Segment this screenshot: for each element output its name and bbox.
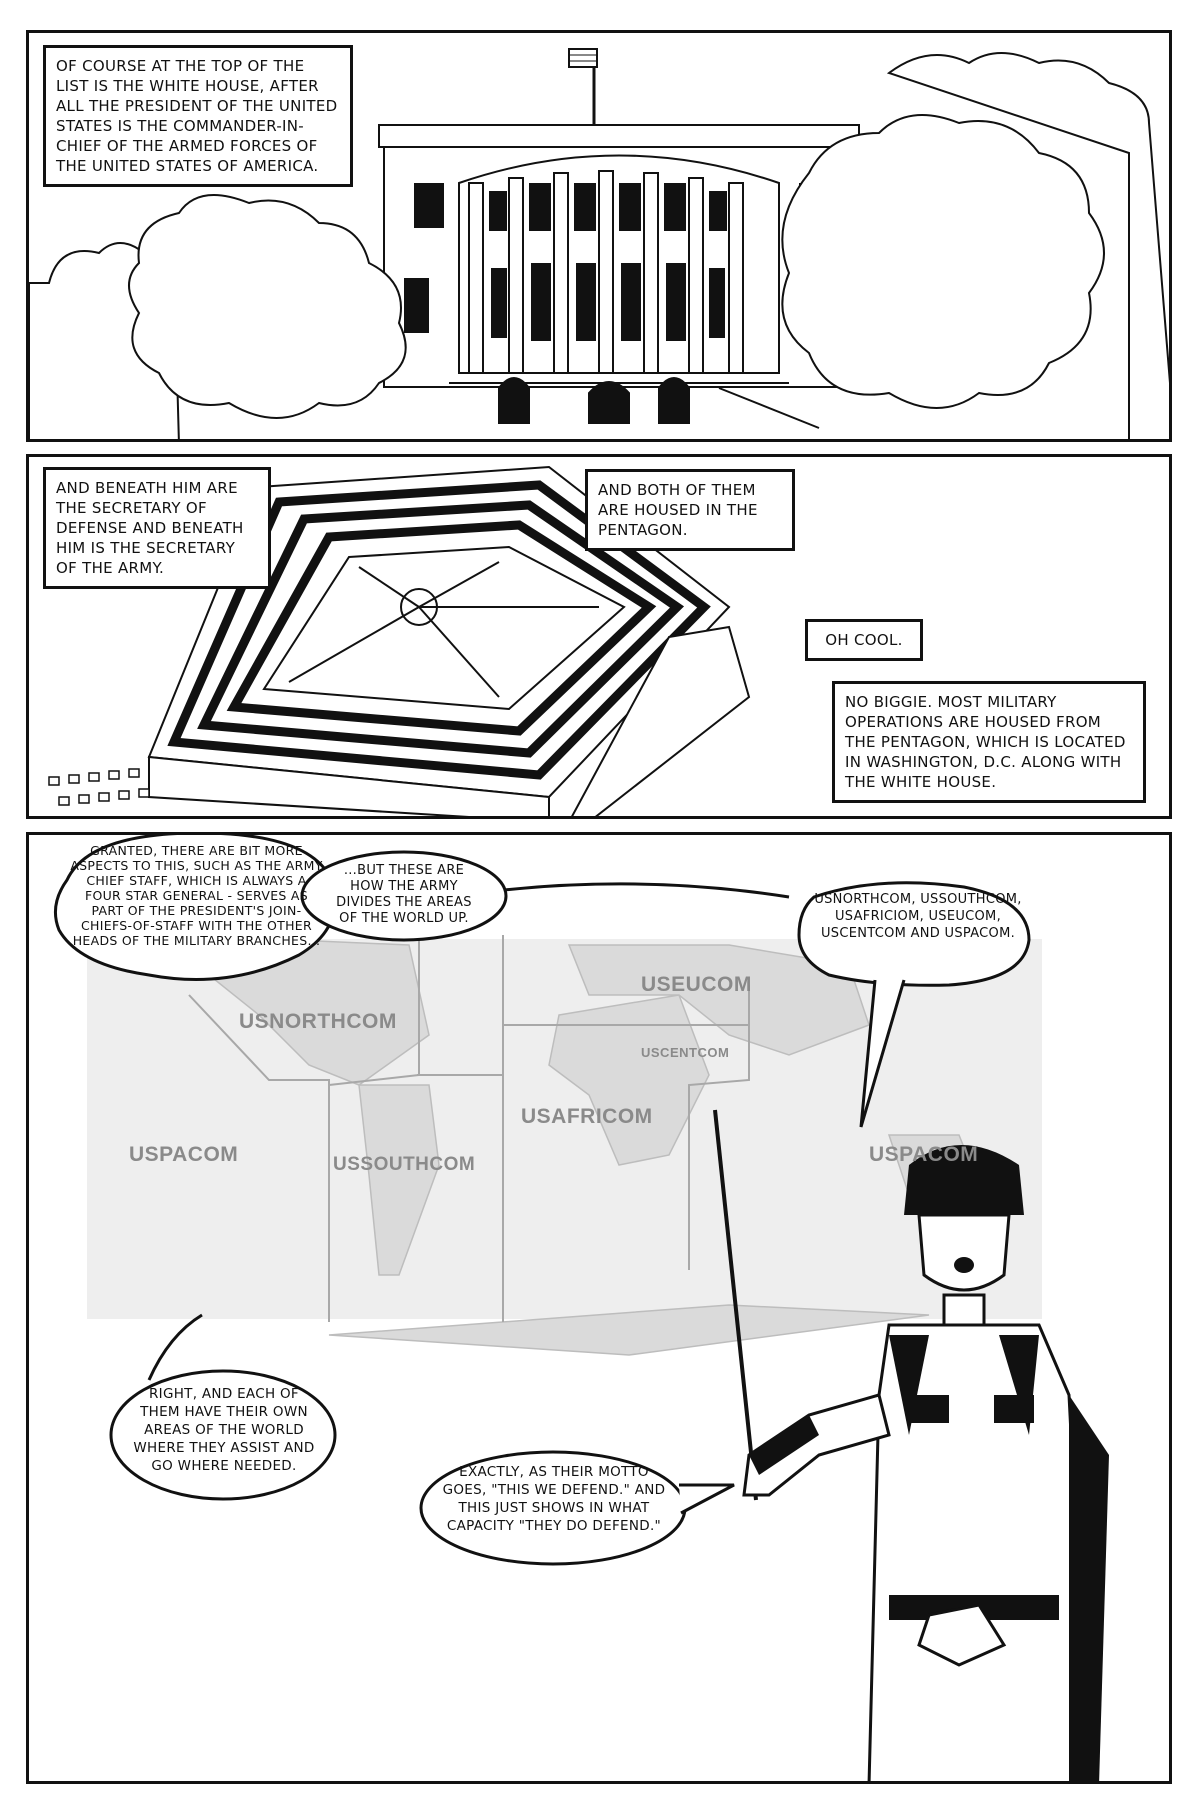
speech-bubble-granted: GRANTED, THERE ARE BIT MORE ASPECTS TO THIS, SUCH AS THE ARMY CHIEF STAFF, WHICH IS ALWAYS A FOUR STAR GENERAL - SERVES AS PART OF THE PRESIDENT'S JOIN-CHIEFS-OF-STAFF WITH THE OTHER HEADS OF THE MILITARY BRANCHES... — [70, 843, 323, 948]
speech-bubble-right-each: RIGHT, AND EACH OF THEM HAVE THEIR OWN AREAS OF THE WORLD WHERE THEY ASSIST AND GO WHERE NEEDED. — [133, 1386, 315, 1474]
speech-bubble-exactly: EXACTLY, AS THEIR MOTTO GOES, "THIS WE DEFEND." AND THIS JUST SHOWS IN WHAT CAPACITY "THEY DO DEFEND." — [442, 1464, 666, 1534]
panel-world-map — [26, 832, 1172, 1784]
caption-no-biggie: NO BIGGIE. MOST MILITARY OPERATIONS ARE HOUSED FROM THE PENTAGON, WHICH IS LOCATED IN WASHINGTON, D.C. ALONG WITH THE WHITE HOUSE. — [832, 681, 1146, 803]
caption-secretaries: AND BENEATH HIM ARE THE SECRETARY OF DEFENSE AND BENEATH HIM IS THE SECRETARY OF THE ARMY. — [43, 467, 271, 589]
caption-pentagon-housed: AND BOTH OF THEM ARE HOUSED IN THE PENTAGON. — [585, 469, 795, 551]
speech-bubble-command-list: USNORTHCOM, USSOUTHCOM, USAFRICIOM, USEUCOM, USCENTCOM AND USPACOM. — [814, 892, 1022, 941]
map-label-uspacom-right: USPACOM — [869, 1143, 979, 1166]
map-label-useucom: USEUCOM — [641, 973, 752, 996]
panel-white-house — [26, 30, 1172, 442]
map-label-uspacom-left: USPACOM — [129, 1143, 239, 1166]
caption-oh-cool: OH COOL. — [805, 619, 923, 661]
map-label-usafricom: USAFRICOM — [521, 1105, 653, 1128]
panel-pentagon — [26, 454, 1172, 819]
map-label-usnorthcom: USNORTHCOM — [239, 1010, 397, 1033]
speech-bubble-but-these: ...BUT THESE ARE HOW THE ARMY DIVIDES THE AREAS OF THE WORLD UP. — [336, 863, 472, 926]
map-label-uscentcom: USCENTCOM — [641, 1045, 730, 1060]
caption-white-house: OF COURSE AT THE TOP OF THE LIST IS THE WHITE HOUSE, AFTER ALL THE PRESIDENT OF THE UNITED STATES IS THE COMMANDER-IN-CHIEF OF THE ARMED FORCES OF THE UNITED STATES OF AMERICA. — [43, 45, 353, 187]
world-map-illustration — [29, 835, 1172, 1784]
map-label-ussouthcom: USSOUTHCOM — [333, 1154, 476, 1175]
